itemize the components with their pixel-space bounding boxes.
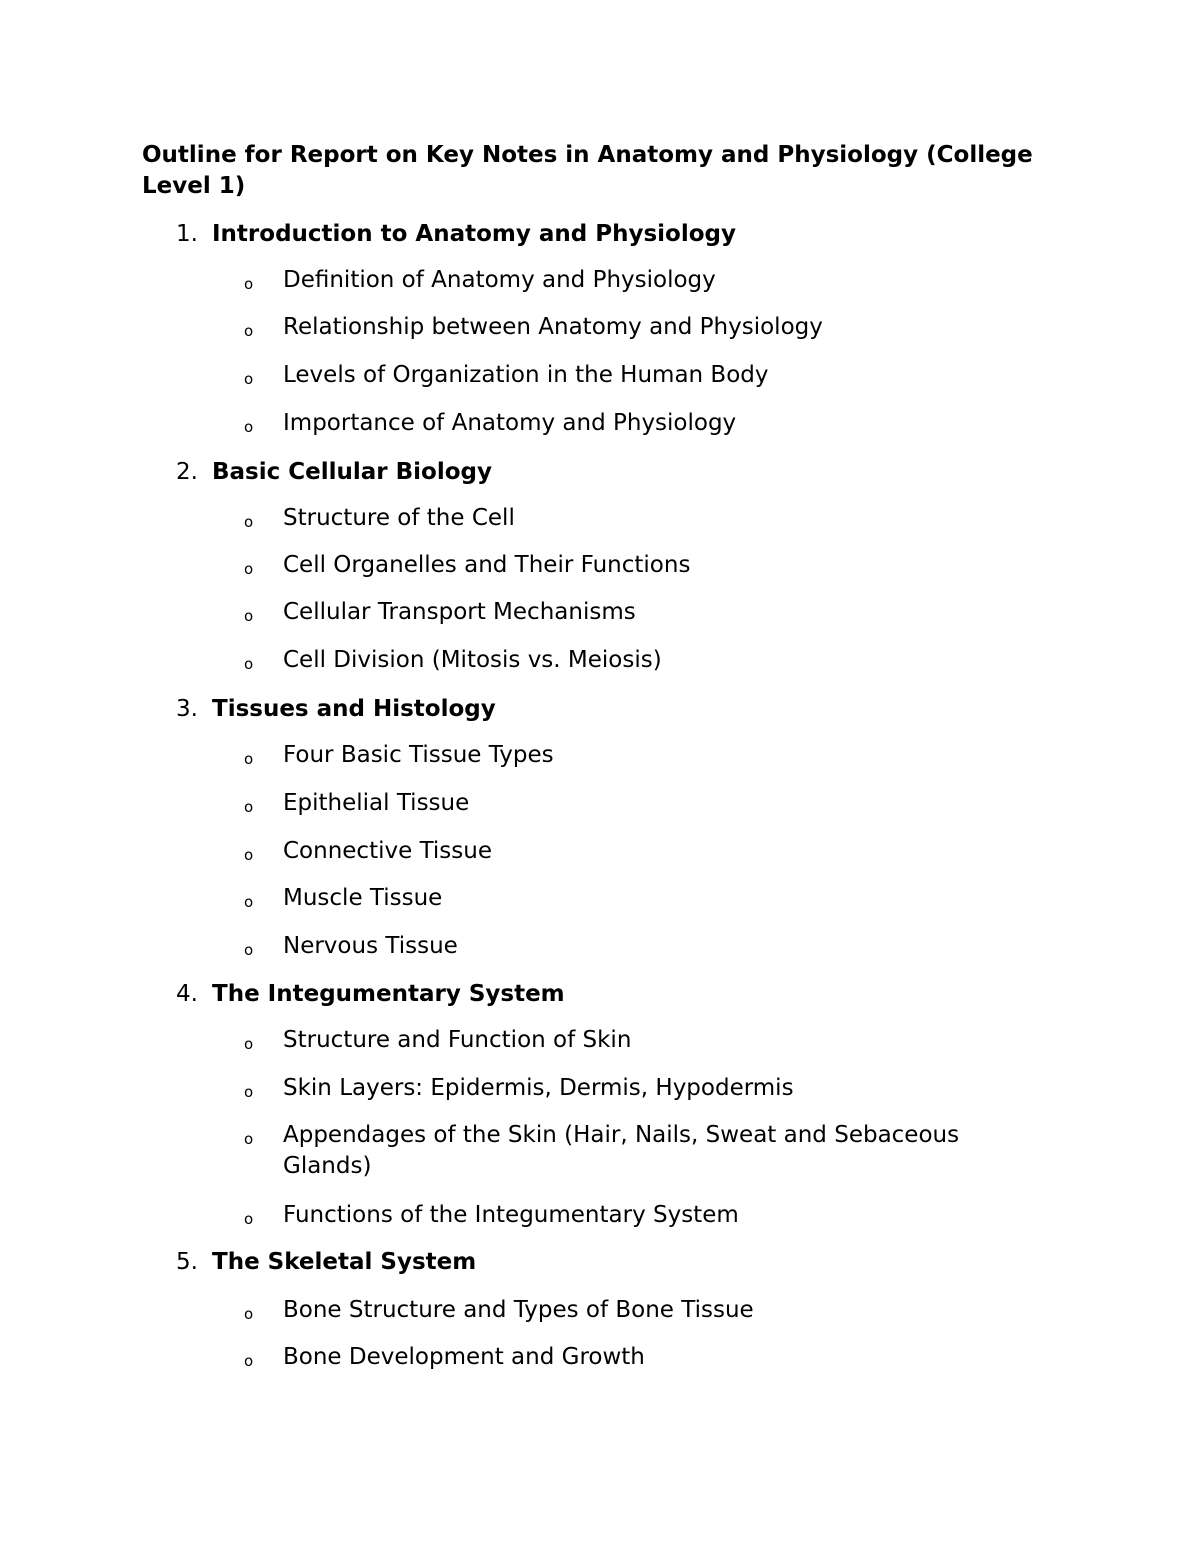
outline-item (244, 312, 1004, 343)
circle-bullet-icon: o (244, 1035, 254, 1053)
outline-item (244, 1295, 1004, 1326)
outline-item-text: Bone Development and Growth (283, 1344, 645, 1370)
outline-item (244, 1120, 1004, 1182)
outline-item (244, 360, 1004, 391)
outline-item-text: Muscle Tissue (283, 885, 443, 911)
section-number: 5. (176, 1249, 198, 1275)
outline-item (244, 1025, 1004, 1056)
outline-item-text: Importance of Anatomy and Physiology (283, 410, 737, 436)
circle-bullet-icon: o (244, 1083, 254, 1101)
circle-bullet-icon: o (244, 418, 254, 436)
outline-item (244, 1200, 1004, 1231)
outline-item (244, 265, 1004, 296)
circle-bullet-icon: o (244, 560, 254, 578)
outline-item-text: Structure and Function of Skin (283, 1027, 632, 1053)
circle-bullet-icon: o (244, 275, 254, 293)
circle-bullet-icon: o (244, 941, 254, 959)
outline-item-text: Four Basic Tissue Types (283, 742, 554, 768)
circle-bullet-icon: o (244, 893, 254, 911)
outline-item-text: Cell Division (Mitosis vs. Meiosis) (283, 647, 662, 673)
outline-item-text: Appendages of the Skin (Hair, Nails, Sweat and Sebaceous Glands) (283, 1122, 960, 1179)
outline-item (244, 883, 1004, 914)
section-number: 3. (176, 696, 198, 722)
outline-item-text: Epithelial Tissue (283, 790, 470, 816)
section-title: Basic Cellular Biology (212, 459, 492, 485)
outline-item (244, 931, 1004, 962)
section-title: Tissues and Histology (212, 696, 496, 722)
outline-item (244, 1342, 1004, 1373)
outline-item (244, 597, 1004, 628)
outline-item (244, 503, 1004, 534)
circle-bullet-icon: o (244, 513, 254, 531)
section-title: The Integumentary System (212, 981, 565, 1007)
section-heading (176, 1248, 476, 1276)
outline-item (244, 788, 1004, 819)
outline-item-text: Definition of Anatomy and Physiology (283, 267, 716, 293)
section-heading (176, 458, 492, 486)
outline-item-text: Nervous Tissue (283, 933, 458, 959)
circle-bullet-icon: o (244, 1305, 254, 1323)
section-title: Introduction to Anatomy and Physiology (212, 221, 736, 247)
section-heading (176, 980, 565, 1008)
circle-bullet-icon: o (244, 655, 254, 673)
section-heading (176, 220, 736, 248)
section-title: The Skeletal System (212, 1249, 477, 1275)
section-number: 4. (176, 981, 198, 1007)
outline-item (244, 550, 1004, 581)
outline-item (244, 408, 1004, 439)
outline-item-text: Relationship between Anatomy and Physiology (283, 314, 823, 340)
outline-item-text: Bone Structure and Types of Bone Tissue (283, 1297, 754, 1323)
outline-item-text: Cellular Transport Mechanisms (283, 599, 636, 625)
section-number: 1. (176, 221, 198, 247)
circle-bullet-icon: o (244, 798, 254, 816)
section-heading (176, 695, 496, 723)
outline-item-text: Connective Tissue (283, 838, 492, 864)
circle-bullet-icon: o (244, 607, 254, 625)
document-title: Outline for Report on Key Notes in Anatomy and Physiology (College Level 1) (142, 142, 1033, 199)
circle-bullet-icon: o (244, 1210, 254, 1228)
circle-bullet-icon: o (244, 322, 254, 340)
outline-item-text: Skin Layers: Epidermis, Dermis, Hypodermis (283, 1075, 794, 1101)
circle-bullet-icon: o (244, 846, 254, 864)
outline-item (244, 1073, 1004, 1104)
circle-bullet-icon: o (244, 370, 254, 388)
circle-bullet-icon: o (244, 750, 254, 768)
outline-item-text: Levels of Organization in the Human Body (283, 362, 769, 388)
outline-item (244, 740, 1004, 771)
circle-bullet-icon: o (244, 1352, 254, 1370)
section-number: 2. (176, 459, 198, 485)
outline-item-text: Cell Organelles and Their Functions (283, 552, 691, 578)
circle-bullet-icon: o (244, 1130, 254, 1148)
outline-item (244, 645, 1004, 676)
outline-item (244, 836, 1004, 867)
outline-item-text: Structure of the Cell (283, 505, 515, 531)
outline-item-text: Functions of the Integumentary System (283, 1202, 739, 1228)
